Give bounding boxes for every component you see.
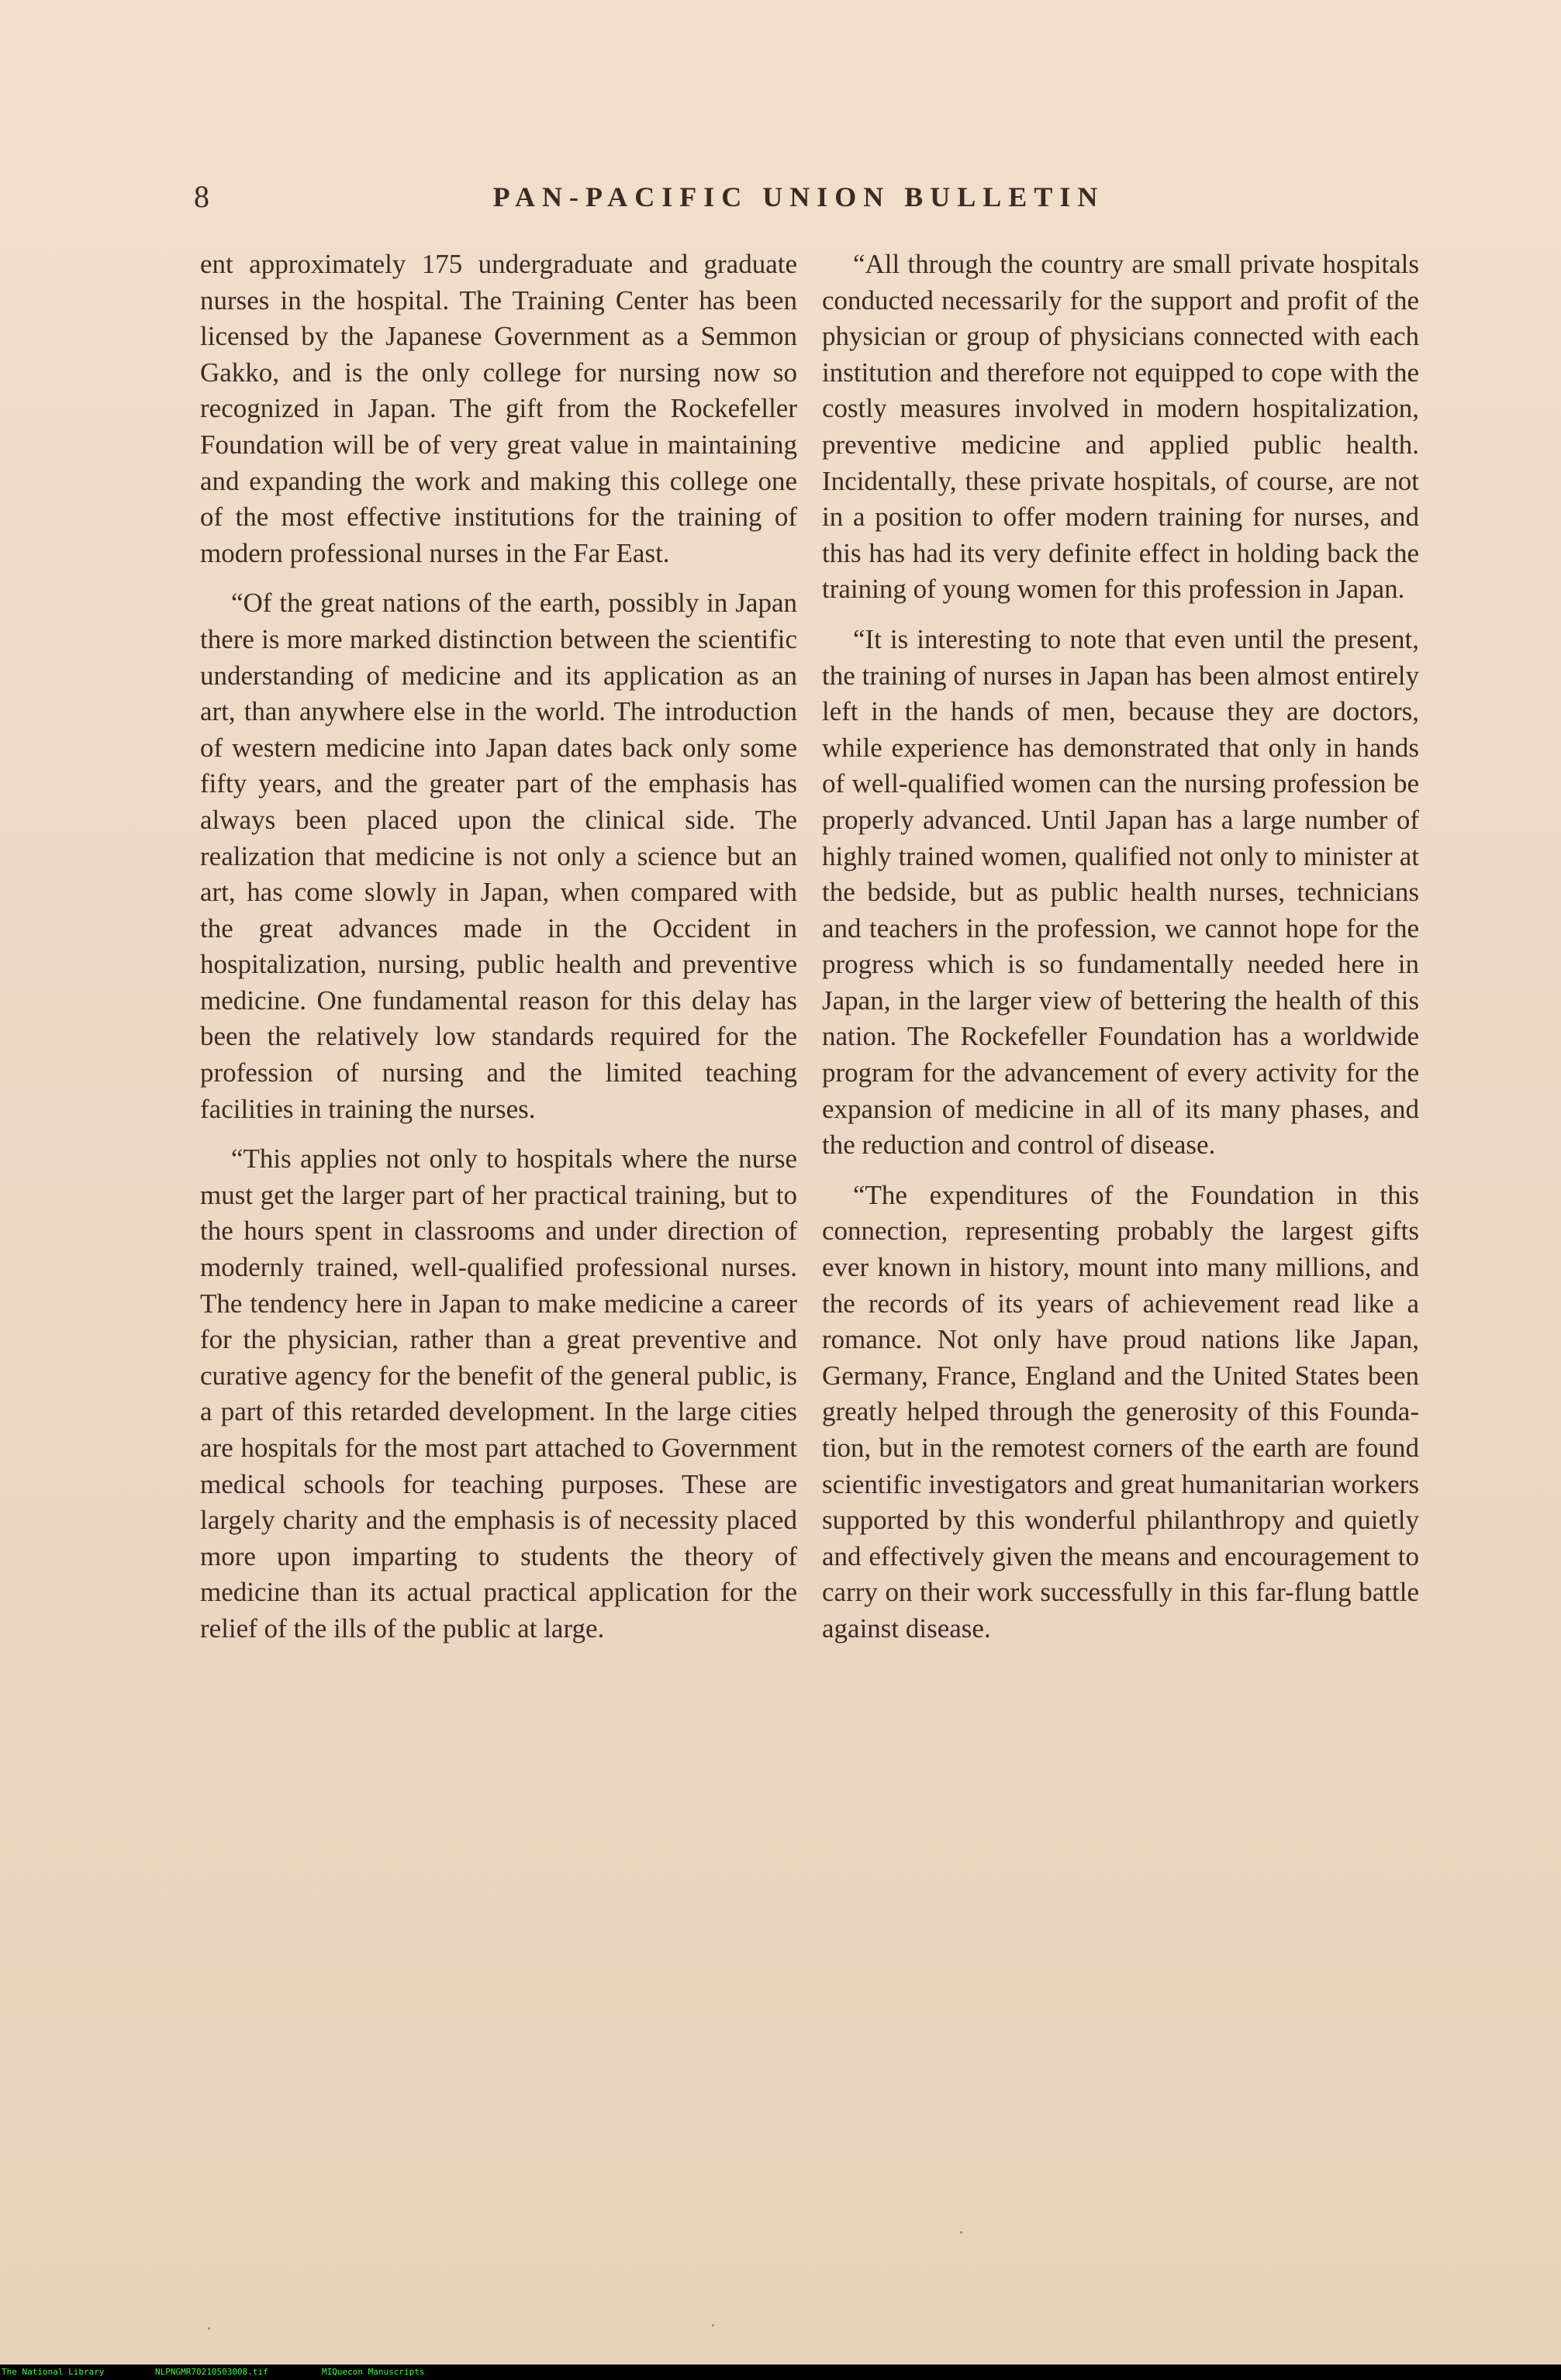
running-title: PAN-PACIFIC UNION BULLETIN — [492, 181, 1105, 212]
paper-speck — [712, 2324, 714, 2327]
scan-metadata-strip — [0, 2364, 1561, 2380]
paper-speck — [960, 2231, 962, 2233]
paragraph: “It is interesting to note that even until the present, the training of nurses in Japan has been almost entirely left in the hands of men, because they are doctors, while experience has demonstrated that only in hands of well-qualified women can the nursing profession be properly advanced. Until Japan has a large number of highly trained women, qualified not only to minister at the bedside, but as public health nurses, technicians and teachers in the profession, we cannot hope for the progress which is so fundamentally needed here in Japan, in the larger view of bettering the health of this nation. The Rockefeller Foundation has a worldwide program for the advancement of every activity for the expansion of medicine in all of its many phases, and the reduction and control of disease. — [822, 623, 1419, 1161]
paragraph: ent approximately 175 undergraduate and graduate nurses in the hospital. The Training Center has been licensed by the Japanese Government as a Semmon Gakko, and is the only college for nursing now so recognized in Japan. The gift from the Rockefeller Foundation will be of very great value in maintaining and expanding the work and making this college one of the most effective institutions for the training of modern professional nurses in the Far East. — [200, 249, 797, 568]
paragraph: “Of the great nations of the earth, possibly in Japan there is more marked distinction between the scientific understanding of medicine and its application as an art, than anywhere else in the world. The introduction of western medicine into Japan dates back only some fifty years, and the greater part of the emphasis has always been placed upon the clinical side. The realization that medicine is not only a science but an art, has come slowly in Japan, when compared with the great advances made in the Occident in hospitalization, nursing, public health and preventive medicine. One fundamental reason for this delay has been the relatively low standards required for the profession of nursing and the limited teaching facilities in training the nurses. — [200, 588, 797, 1124]
paper-speck — [208, 2327, 210, 2330]
right-column — [822, 247, 1419, 1661]
paragraph: “The expenditures of the Foundation in this connection, representing probably the largest gifts ever known in history, mount into many millions, and the records of its years of achievement read like a romance. Not only have proud nations like Japan, Germany, France, England and the United States been greatly helped through the generosity of this Foundation, but in the remotest corners of the earth are found scientific investigators and great humanitarian workers supported by this wonderful philanthropy and quietly and effectively given the means and encouragement to carry on their work successfully in this far-flung battle against disease. — [822, 1179, 1419, 1644]
collection-label: MIQuecon Manuscripts — [322, 2367, 425, 2377]
left-column — [200, 247, 797, 1661]
page-number: 8 — [194, 179, 209, 214]
file-id-label: NLPNGMR70210503008.tif — [155, 2367, 268, 2377]
page-header — [0, 177, 1561, 223]
paragraph: “All through the country are small private hospitals conducted necessarily for the support and profit of the physician or group of physicians connected with each institution and therefore not equipped to cope with the costly measures involved in modern hospitalization, preventive medicine and applied public health. Incidentally, these private hospitals, of course, are not in a position to offer modern training for nurses, and this has had its very definite effect in holding back the training of young women for this profession in Japan. — [822, 249, 1419, 605]
paragraph: “This applies not only to hospitals where the nurse must get the larger part of her practical training, but to the hours spent in classrooms and under direction of modernly trained, well-qualified professional nurses. The tendency here in Japan to make medicine a career for the physician, rather than a great preventive and curative agency for the benefit of the general public, is a part of this retarded development. In the large cities are hospitals for the most part attached to Government medical schools for teaching purposes. These are largely charity and the emphasis is of necessity placed more upon imparting to students the theory of medicine than its actual practical application for the relief of the ills of the public at large. — [200, 1143, 797, 1644]
library-label: The National Library — [2, 2367, 105, 2377]
